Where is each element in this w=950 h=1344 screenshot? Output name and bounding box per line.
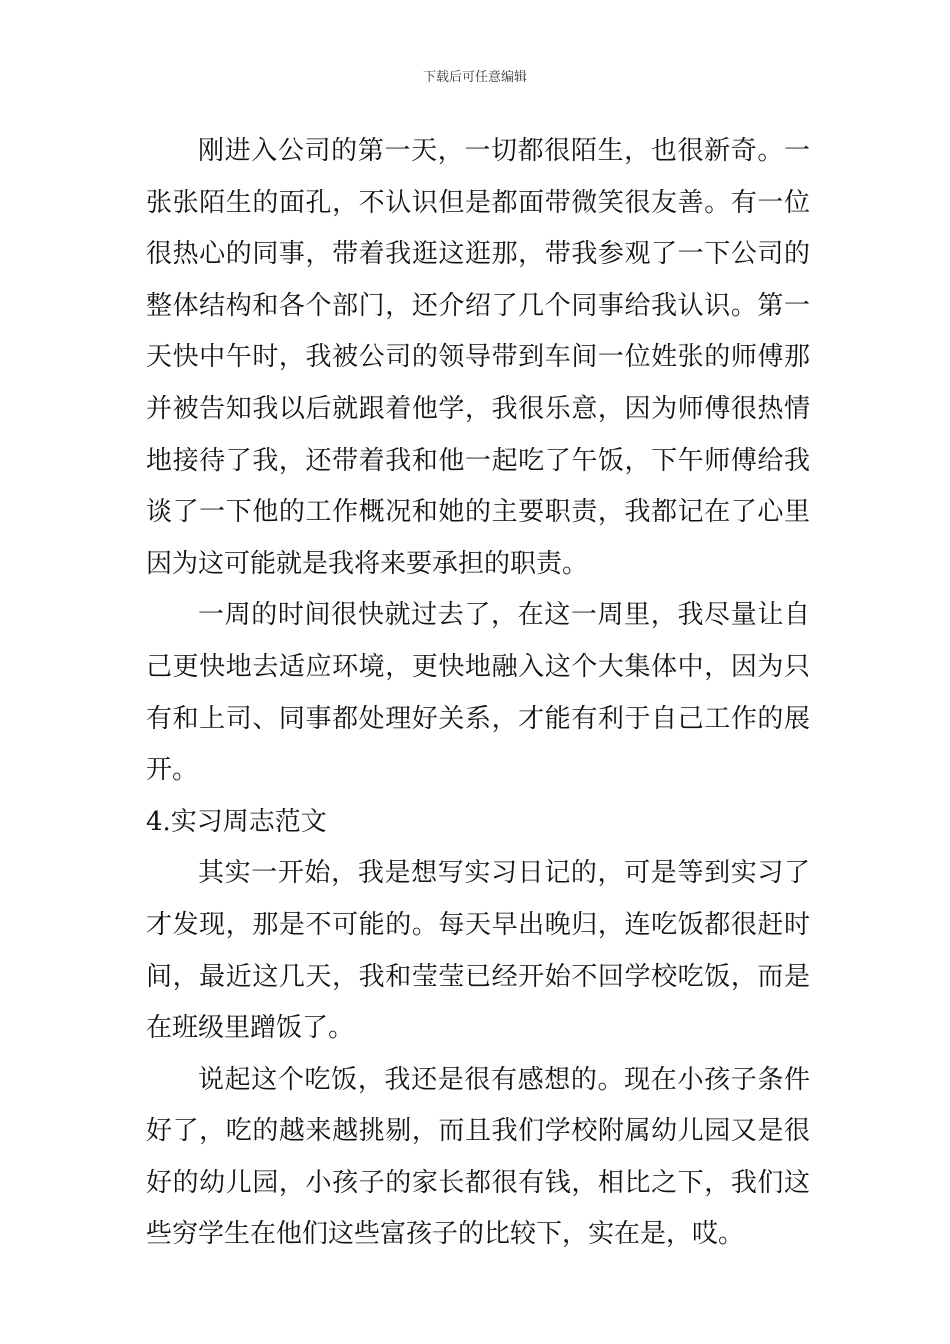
paragraph-lunch: 说起这个吃饭，我还是很有感想的。现在小孩子条件好了，吃的越来越挑剔，而且我们学校附属幼儿园又是很好的幼儿园，小孩子的家长都很有钱，相比之下，我们这些穷学生在他们这些富孩子的比较下，实在是，哎。 <box>146 1064 810 1250</box>
section-heading: 4.实习周志范文 <box>146 806 327 837</box>
header-note: 下载后可任意编辑 <box>422 70 527 85</box>
paragraph-diary: 其实一开始，我是想写实习日记的，可是等到实习了才发现，那是不可能的。每天早出晚归，连吃饭都很赶时间，最近这几天，我和莹莹已经开始不回学校吃饭，而是在班级里蹭饭了。 <box>146 858 810 1044</box>
paragraph-first-week: 一周的时间很快就过去了，在这一周里，我尽量让自己更快地去适应环境，更快地融入这个大集体中，因为只有和上司、同事都处理好关系，才能有利于自己工作的展开。 <box>146 600 810 786</box>
document-body <box>146 126 810 1261</box>
paragraph-first-day: 刚进入公司的第一天，一切都很陌生，也很新奇。一张张陌生的面孔，不认识但是都面带微笑很友善。有一位很热心的同事，带着我逛这逛那，带我参观了一下公司的整体结构和各个部门，还介绍了几个同事给我认识。第一天快中午时，我被公司的领导带到车间一位姓张的师傅那并被告知我以后就跟着他学，我很乐意，因为师傅很热情地接待了我，还带着我和他一起吃了午饭，下午师傅给我谈了一下他的工作概况和她的主要职责，我都记在了心里因为这可能就是我将来要承担的职责。 <box>146 136 810 579</box>
